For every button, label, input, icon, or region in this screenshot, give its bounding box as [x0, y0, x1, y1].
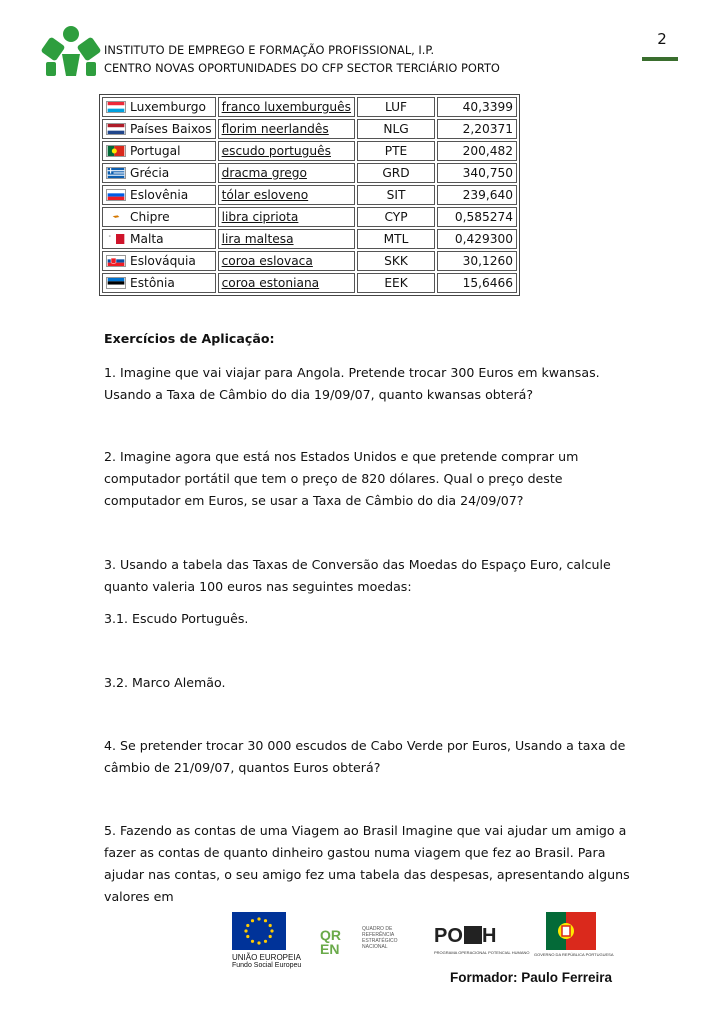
exercise-2: 2. Imagine agora que está nos Estados Unidos e que pretende comprar um computador portátil que tem o preço de 820 dólares. Qual o preço deste computador em Euros, se usar a Taxa de Câmbio do dia 24/09/07?	[104, 449, 579, 508]
table-row	[102, 185, 517, 205]
author-credit: Formador: Paulo Ferreira	[450, 970, 613, 985]
currency-name: coroa eslovaca	[218, 251, 355, 271]
exercise-3: 3. Usando a tabela das Taxas de Conversão das Moedas do Espaço Euro, calcule quanto valeria 100 euros nas seguintes moedas:	[104, 557, 611, 594]
country-name: Portugal	[130, 144, 181, 158]
currency-code: CYP	[357, 207, 435, 227]
conversion-rate: 0,585274	[437, 207, 517, 227]
currency-name: libra cipriota	[218, 207, 355, 227]
conversion-rate: 40,3399	[437, 97, 517, 117]
conversion-rate: 0,429300	[437, 229, 517, 249]
table-row	[102, 273, 517, 293]
svg-text:EN: EN	[320, 941, 340, 957]
currency-name: tólar esloveno	[218, 185, 355, 205]
netherlands-flag-icon	[106, 123, 126, 135]
svg-text:QR: QR	[320, 927, 341, 943]
institute-name: INSTITUTO DE EMPREGO E FORMAÇÃO PROFISSIONAL, I.P.	[104, 43, 435, 57]
exercises-title: Exercícios de Aplicação:	[104, 331, 275, 346]
eu-label: UNIÃO EUROPEIA	[232, 953, 301, 962]
conversion-rate: 30,1260	[437, 251, 517, 271]
table-row	[102, 163, 517, 183]
qren-logo-icon	[320, 924, 360, 956]
footer-logos	[228, 906, 628, 976]
table-row	[102, 119, 517, 139]
currency-name: dracma grego	[218, 163, 355, 183]
estonia-flag-icon	[106, 277, 126, 289]
cyprus-flag-icon	[106, 211, 126, 223]
country-name: Eslováquia	[130, 254, 196, 268]
exercise-3-2: 3.2. Marco Alemão.	[104, 675, 226, 690]
country-name: Luxemburgo	[130, 100, 206, 114]
currency-code: SIT	[357, 185, 435, 205]
table-row	[102, 141, 517, 161]
conversion-rate: 15,6466	[437, 273, 517, 293]
qren-text: QUADRO DE REFERÊNCIA ESTRATÉGICO NACIONAL	[362, 926, 398, 950]
currency-conversion-table	[99, 94, 520, 296]
currency-name: coroa estoniana	[218, 273, 355, 293]
government-text: GOVERNO DA REPÚBLICA PORTUGUESA	[534, 952, 614, 957]
iefp-logo-icon	[42, 24, 100, 78]
greece-flag-icon	[106, 167, 126, 179]
portugal-flag-icon	[106, 145, 126, 157]
conversion-rate: 2,20371	[437, 119, 517, 139]
table-row	[102, 251, 517, 271]
slovenia-flag-icon	[106, 189, 126, 201]
eu-sublabel: Fundo Social Europeu	[232, 962, 302, 969]
country-name: Estônia	[130, 276, 175, 290]
portuguese-government-flag-icon	[546, 912, 596, 950]
country-name: Malta	[130, 232, 164, 246]
svg-text:H: H	[482, 925, 497, 947]
currency-name: franco luxemburguês	[218, 97, 355, 117]
malta-flag-icon	[106, 233, 126, 245]
currency-code: PTE	[357, 141, 435, 161]
center-name: CENTRO NOVAS OPORTUNIDADES DO CFP SECTOR TERCIÁRIO PORTO	[104, 61, 500, 75]
header	[104, 41, 500, 77]
currency-name: escudo português	[218, 141, 355, 161]
slovakia-flag-icon	[106, 255, 126, 267]
country-name: Eslovênia	[130, 188, 189, 202]
currency-code: LUF	[357, 97, 435, 117]
svg-text:PO: PO	[434, 925, 463, 947]
poph-logo-icon	[434, 920, 506, 948]
table-row	[102, 97, 517, 117]
page-number: 2	[657, 30, 667, 48]
table-row	[102, 229, 517, 249]
conversion-rate: 239,640	[437, 185, 517, 205]
currency-code: GRD	[357, 163, 435, 183]
page-number-underline	[642, 57, 678, 61]
currency-code: NLG	[357, 119, 435, 139]
exercise-5: 5. Fazendo as contas de uma Viagem ao Brasil Imagine que vai ajudar um amigo a fazer as contas de quanto dinheiro gastou numa viagem que fez ao Brasil. Para ajudar nas contas, o seu amigo fez uma tabela das despesas, apresentando alguns valores em	[104, 823, 630, 904]
conversion-rate: 340,750	[437, 163, 517, 183]
table-row	[102, 207, 517, 227]
exercise-1: 1. Imagine que vai viajar para Angola. Pretende trocar 300 Euros em kwansas. Usando a Taxa de Câmbio do dia 19/09/07, quanto kwansas obterá?	[104, 365, 600, 402]
conversion-rate: 200,482	[437, 141, 517, 161]
currency-code: SKK	[357, 251, 435, 271]
exercise-3-1: 3.1. Escudo Português.	[104, 611, 249, 626]
exercises-section	[104, 328, 634, 908]
exercise-4: 4. Se pretender trocar 30 000 escudos de Cabo Verde por Euros, Usando a taxa de câmbio de 21/09/07, quantos Euros obterá?	[104, 738, 626, 775]
eu-flag-icon	[232, 912, 286, 950]
currency-code: MTL	[357, 229, 435, 249]
country-name: Grécia	[130, 166, 170, 180]
currency-name: lira maltesa	[218, 229, 355, 249]
luxembourg-flag-icon	[106, 101, 126, 113]
currency-code: EEK	[357, 273, 435, 293]
poph-text: PROGRAMA OPERACIONAL POTENCIAL HUMANO	[434, 950, 530, 955]
country-name: Países Baixos	[130, 122, 212, 136]
currency-name: florim neerlandês	[218, 119, 355, 139]
country-name: Chipre	[130, 210, 170, 224]
